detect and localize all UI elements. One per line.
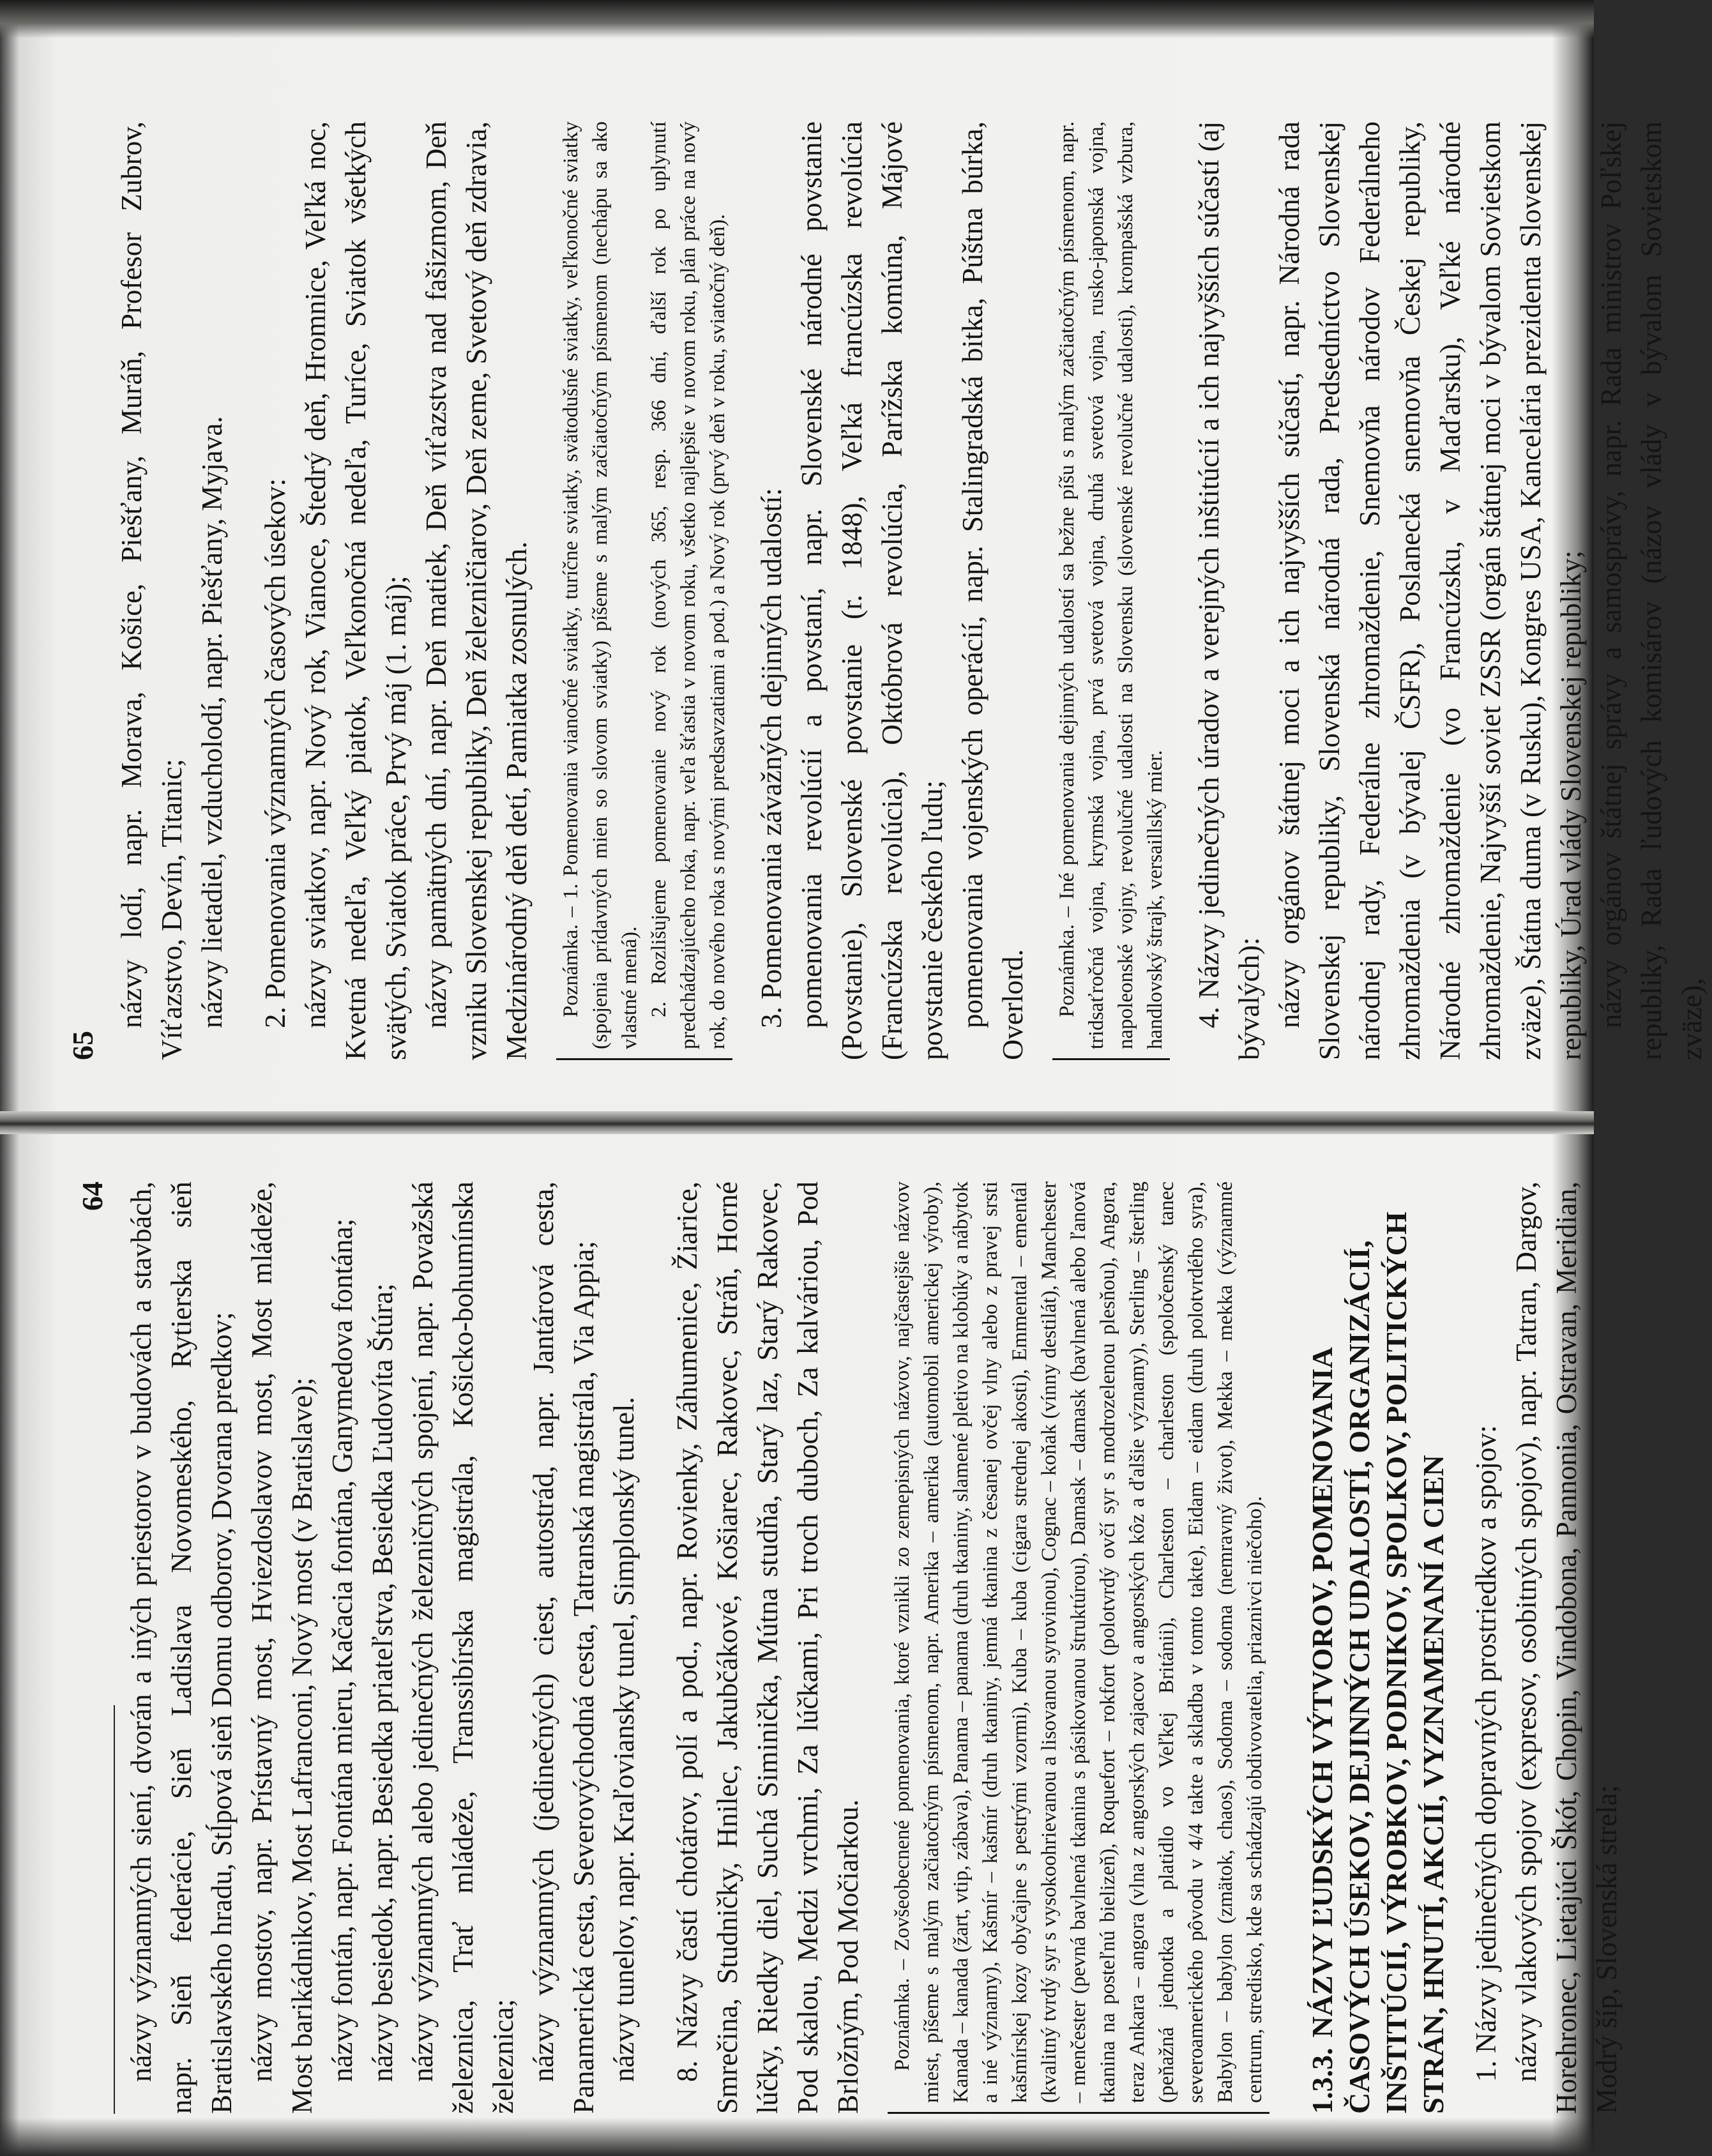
- paragraph-state-administration: názvy orgánov štátnej správy a samosprávy, napr. Rada ministrov Poľskej republiky, Rada ľudových komisárov (názov vlády v bývalom Sovietskom zväze),: [1595, 121, 1708, 1060]
- paragraph-time-periods: 2. Pomenovania významných časových úsekov:: [259, 478, 291, 1028]
- paragraph-state-power: názvy orgánov štátnej moci a ich najvyšších súčastí, napr. Národná rada Slovenskej republiky, Slovenská národná rada, Predsedníctvo Slovenskej národnej rady, Federálne zhromaždenie, Snemovňa národov Federálneho zhromaždenia (v bývalej ČSFR), Poslanecká snemovňa Českej republiky, Národné zhromaždenie (vo Francúzsku, v Maďarsku), Veľké národné zhromaždenie, Najvyšší soviet ZSSR (orgán štátnej moci v bývalom Sovietskom zväze), Štátna duma (v Rusku), Kongres USA, Kancelária prezidenta Slovenskej republiky, Úrad vlády Slovenskej republiky;: [1273, 121, 1587, 1060]
- note-text: Poznámka. – Zovšeobecnené pomenovania, ktoré vznikli zo zemepisných názvov, najčastejšie názvov miest, píšeme s malým začiatočným písmenom, napr. Amerika – amerika (automobil americkej výroby), Kanada – kanada (žart, vtip, zábava), Panama – panama (druh tkaniny, slamené pletivo na klobúky a nábytok a iné významy), Kašmír – kašmír (druh tkaniny, jemná tkanina z česanej ovčej vlny alebo z pravej srsti kašmírskej kozy obyčajne s pestrými vzormi), Kuba – kuba (cigara strednej akosti), Emmental – ementál (kvalitný tvrdý syr s vysokoohrievanou a lisovanou syrovinou), Cognac – koňak (vínny destilát), Manchester – menčester (pevná bavlnená tkanina s pásikovanou štruktúrou), Damask – damask (bavlnená alebo ľanová tkanina na posteľnú bielizeň), Roquefort – rokfort (polotvrdý ovčí syr s modrozelenou plesňou), Angora, teraz Ankara – angora (vlna z angorských zajacov a angorských kôz a ďalšie významy), Sterling – šterling (peňažná jednotka a platidlo vo Veľkej Británii), Charleston – charleston (spoločenský tanec severoamerického pôvodu v 4/4 takte a skladba v tomto takte), Eidam – eidam (druh polotvrdého syra), Babylon – babylon (zmätok, chaos), Sodoma – sodoma (nemravný život), Mekka – mekka (významné centrum, stredisko, kde sa schádzajú obdivovatelia, priaznivci niečoho).: [891, 1181, 1266, 2103]
- paragraph-fountains: názvy fontán, napr. Fontána mieru, Kačacia fontána, Ganymedova fontána;: [326, 1218, 358, 2082]
- paragraph-halls: názvy významných siení, dvorán a iných priestorov v budovách a stavbách, napr. Sieň federácie, Sieň Ladislava Novomeského, Rytierska sieň Bratislavského hradu, Stĺpová sieň Domu odborov, Dvorana predkov;: [125, 1181, 238, 2114]
- paragraph-institutions: 4. Názvy jedinečných úradov a verejných inštitúcií a ich najvyšších súčastí (aj bývalých):: [1193, 121, 1265, 1060]
- page-number: 64: [76, 1181, 109, 1211]
- top-rule: [114, 1705, 115, 2114]
- paragraph-military-operations: pomenovania vojenských operácií, napr. Stalingradská bitka, Púštna búrka, Overlord.: [957, 121, 1029, 1060]
- paragraph-memorial-days: názvy pamätných dní, napr. Deň matiek, Deň víťazstva nad fašizmom, Deň vzniku Slovenskej republiky, Deň železničiarov, Deň zeme, Svetový deň zdravia, Medzinárodný deň detí, Pamiatka zosnulých.: [420, 121, 533, 1060]
- paragraph-aircraft: názvy lietadiel, vzducholodí, napr. Piešťany, Myjava.: [196, 416, 228, 1028]
- note-generalized-names: [888, 1181, 1269, 2114]
- note-text-1: Poznámka. – 1. Pomenovania vianočné sviatky, turíčne sviatky, svätodušné sviatky, veľkonočné sviatky (spojenia prídavných mien so slovom sviatky) píšeme s malým začiatočným písmenom (nechápu sa ako vlastné mená).: [559, 121, 641, 1049]
- section-title: NÁZVY ĽUDSKÝCH VÝTVOROV, POMENOVANIA ČASOVÝCH ÚSEKOV, DEJINNÝCH UDALOSTÍ, ORGANIZÁCIÍ, INŠTITÚCIÍ, VÝROBKOV, PODNIKOV, SPOLKOV, POLITICKÝCH STRÁN, HNUTÍ, AKCIÍ, VYZNAMENANÍ A CIEN: [1306, 1211, 1450, 2114]
- top-scan-shadow: [0, 0, 1594, 38]
- paragraph-transport: 1. Názvy jedinečných dopravných prostriedkov a spojov:: [1470, 1425, 1502, 2082]
- paragraph-railways: názvy významných alebo jedinečných železničných spojení, napr. Považská železnica, Trať mládeže, Transsibírska magistrála, Košicko-bohumínska železnica;: [407, 1181, 519, 2114]
- paragraph-holidays: názvy sviatkov, napr. Nový rok, Vianoce, Štedrý deň, Hromnice, Veľká noc, Kvetná nedeľa, Veľký piatok, Veľkonočná nedeľa, Turíce, Sviatok všetkých svätých, Sviatok práce, Prvý máj (1. máj);: [299, 121, 412, 1060]
- paragraph-roads: názvy významných (jedinečných) ciest, autostrád, napr. Jantárová cesta, Panamerická cesta, Severovýchodná cesta, Tatranská magistrála, Via Appia;: [527, 1181, 600, 2114]
- page-64: [76, 1181, 1623, 2114]
- book-gutter: [0, 1111, 1594, 1134]
- paragraph-historical-events: 3. Pomenovania závažných dejinných udalostí:: [755, 487, 787, 1028]
- page-number: 65: [66, 1031, 99, 1060]
- section-number: 1.3.3.: [1306, 2047, 1338, 2114]
- bottom-scan-shadow: [0, 2118, 1594, 2156]
- paragraph-tunnels: názvy tunelov, napr. Kraľoviansky tunel, Simplonský tunel.: [608, 1397, 640, 2082]
- paragraph-bridges: názvy mostov, napr. Prístavný most, Hviezdoslavov most, Most mládeže, Most barikádnikov, Most Lafranconi, Nový most (v Bratislave);: [246, 1181, 318, 2114]
- note-historical-events: [1052, 121, 1170, 1060]
- paragraph-fields: 8. Názvy častí chotárov, polí a pod., napr. Rovienky, Záhumenice, Žiarice, Smrečina, Studničky, Hnilec, Jakubčákové, Košiarec, Rakovec, Stráň, Horné lúčky, Riedky diel, Suchá Siminička, Mútna studňa, Starý laz, Starý Rakovec, Pod skalou, Medzi vrchmi, Za lúčkami, Pri troch duboch, Za kalváriou, Pod Brložným, Pod Močiarkou.: [671, 1181, 864, 2114]
- paragraph-trains: názvy vlakových spojov (expresov, osobitných spojov), napr. Tatran, Dargov, Horehronec, Lietajúci Škót, Chopin, Vindobona, Pannonia, Ostravan, Meridian, Modrý šíp, Slovenská strela;: [1510, 1181, 1623, 2114]
- note-text: Poznámka. – Iné pomenovania dejinných udalostí sa bežne píšu s malým začiatočným písmenom, napr. tridsaťročná vojna, krymská vojna, prvá svetová vojna, druhá svetová vojna, rusko-japonská vojna, napoleonské vojny, revolučné udalosti na Slovensku (slovenské revolučné udalosti), krompašská vzbura, handlovský štrajk, versaillský mier.: [1056, 121, 1167, 1049]
- section-heading: [1304, 1181, 1452, 2114]
- paragraph-gazebos: názvy besiedok, napr. Besiedka priateľstva, Besiedka Ľudovíta Štúra;: [367, 1283, 398, 2082]
- paragraph-revolutions: pomenovania revolúcií a povstaní, napr. Slovenské národné povstanie (Povstanie), Slovenské povstanie (r. 1848), Veľká francúzska revolúcia (Francúzska revolúcia), Októbrová revolúcia, Parížska komúna, Májové povstanie českého ľudu;: [796, 121, 948, 1060]
- page-65: [66, 121, 1708, 1060]
- note-holidays: [556, 121, 732, 1060]
- note-text-2: 2. Rozlišujeme pomenovanie nový rok (nových 365, resp. 366 dní, ďalší rok po uplynutí predchádzajúceho roka, napr. veľa šťastia v novom roku, všetko najlepšie v novom roku, plán práce na nový rok, do nového roka s novými predsavzatiami a pod.) a Nový rok (prvý deň v roku, sviatočný deň).: [648, 121, 729, 1049]
- paragraph-ships: názvy lodí, napr. Morava, Košice, Piešťany, Muráň, Profesor Zubrov, Víťazstvo, Devín, Titanic;: [116, 121, 188, 1060]
